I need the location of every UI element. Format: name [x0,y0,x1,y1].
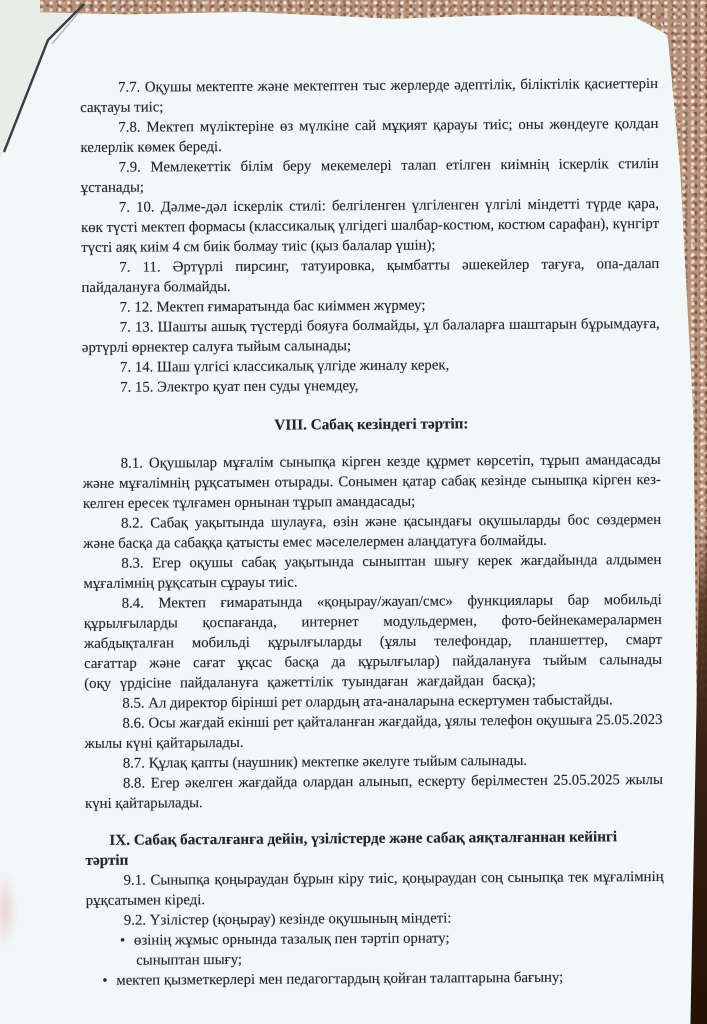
paragraph-8-3: 8.3. Егер оқушы сабақ уақытында сыныптан шығу керек жағдайында алдымен мұғалімнің рұқсатын сұрауы тиіс. [83,551,662,592]
paragraph-8-7: 8.7. Құлақ қапты (наушник) мектепке әкелуге тыйым салынады. [122,752,528,772]
bullet-text: сыныптан шығу; [136,951,243,969]
paragraph-8-5: 8.5. Ал директор бірінші рет олардың ата-аналарына ескертумен табыстайды. [122,692,613,712]
paragraph-7-14: 7. 14. Шаш үлгісі классикалық үлгіде жиналу керек, [119,357,450,376]
section-heading-9: IX. Сабақ басталғанға дейін, үзілістерде және сабақ аяқталғаннан кейінгі тәртіп [85,828,618,869]
paragraph-7-8: 7.8. Мектеп мүліктеріне өз мүлкіне сай мұқият қарауы тиіс; оны жөндеуге қолдан келерлік көмек береді. [80,115,659,156]
paragraph-8-8: 8.8. Егер әкелген жағдайда олардан алынып, ескерту берілместен 25.05.2025 жылы күні қайтарылады. [85,771,663,812]
paragraph-9-1: 9.1. Сыныпқа қоңыраудан бұрын кіру тиіс, қоңыраудан соң сыныпқа тек мұғалімнің рұқсатымен кіреді. [85,868,664,909]
paragraph-7-7: 7.7. Оқушы мектепте және мектептен тыс жерлерде әдептілік, біліктілік қасиеттерін сақтауы тиіс; [80,75,659,116]
paragraph-7-9: 7.9. Мемлекеттік білім беру мекемелері талап етілген киімнің іскерлік стилін ұстанады; [80,155,659,196]
paragraph-7-12: 7. 12. Мектеп ғимаратында бас киіммен жүрмеу; [119,297,426,316]
bullet-text: өзінің жұмыс орнында тазалық пен тәртіп орнату; [133,930,450,949]
paragraph-8-6: 8.6. Осы жағдай екінші рет қайталанған жағдайда, ұялы телефон оқушыға 25.05.2023 жылы күні қайтарылады. [84,711,663,752]
paragraph-7-13: 7. 13. Шашты ашық түстерді бояуға болмайды, ұл балаларға шаштарын бұрымдауға, әртүрлі өрнектер салуға тыйым салынады; [81,315,660,356]
bullet-marker: • [102,972,108,989]
section-heading-8: VIII. Сабақ кезіндегі тәртіп: [274,415,469,434]
paragraph-7-15: 7. 15. Электро қуат пен суды үнемдеу, [120,378,359,396]
paragraph-9-2: 9.2. Үзілістер (қоңырау) кезінде оқушының міндеті: [123,910,452,929]
paragraph-8-4: 8.4. Мектеп ғимаратында «қоңырау/жауап/смс» функциялары бар мобильді құрылғыларды қоспағанда, интернет модульдермен, фото-бейнекамералармен жабдықталған мобильді құрылғыларды (ұялы телефондар, планшеттер, смарт сағаттар және сағат ұқсас басқа да құрылғылар) пайдалануға тыйым салынады (оқу үрдісіне пайдалануға қажеттілік туындаған жағдайдан басқа); [83,591,663,692]
bullet-marker: • [119,932,126,949]
document-body [80,74,664,991]
top-edge-texture [40,0,707,36]
paragraph-8-2: 8.2. Сабақ уақытында шулауға, өзін және қасындағы оқушыларды бос сөздермен және басқа да сабаққа қатысты емес мәселелермен алаңдатуға болмайды. [83,511,662,552]
bullet-item [102,967,664,991]
bullet-text: мектеп қызметкерлері мен педагогтардың қойған талаптарына бағыну; [116,969,564,989]
bullet-marker [122,951,136,971]
paragraph-7-10: 7. 10. Дәлме-дәл іскерлік стилі: белгіленген үлгіленген үлгілі міндетті түрде қара, көк түсті мектеп формасы (классикалық үлгідегі шалбар-костюм, костюм сарафан), күнгірт түсті аяқ киім 4 см биік болмау тиіс (қыз балалар үшін); [80,195,660,256]
scan-smudge [0,870,18,950]
paragraph-7-11: 7. 11. Әртүрлі пирсинг, татуировка, қымбатты әшекейлер тағуға, опа-далап пайдалануға болмайды. [81,255,660,296]
paragraph-8-1: 8.1. Оқушылар мұғалім сыныпқа кірген кезде құрмет көрсетіп, тұрып амандасады және мұғалімнің рұқсатымен отырады. Сонымен қатар сабақ кезінде сыныпқа кірген кез-келген ересек тұлғамен орнынан тұрып амандасады; [82,451,661,512]
